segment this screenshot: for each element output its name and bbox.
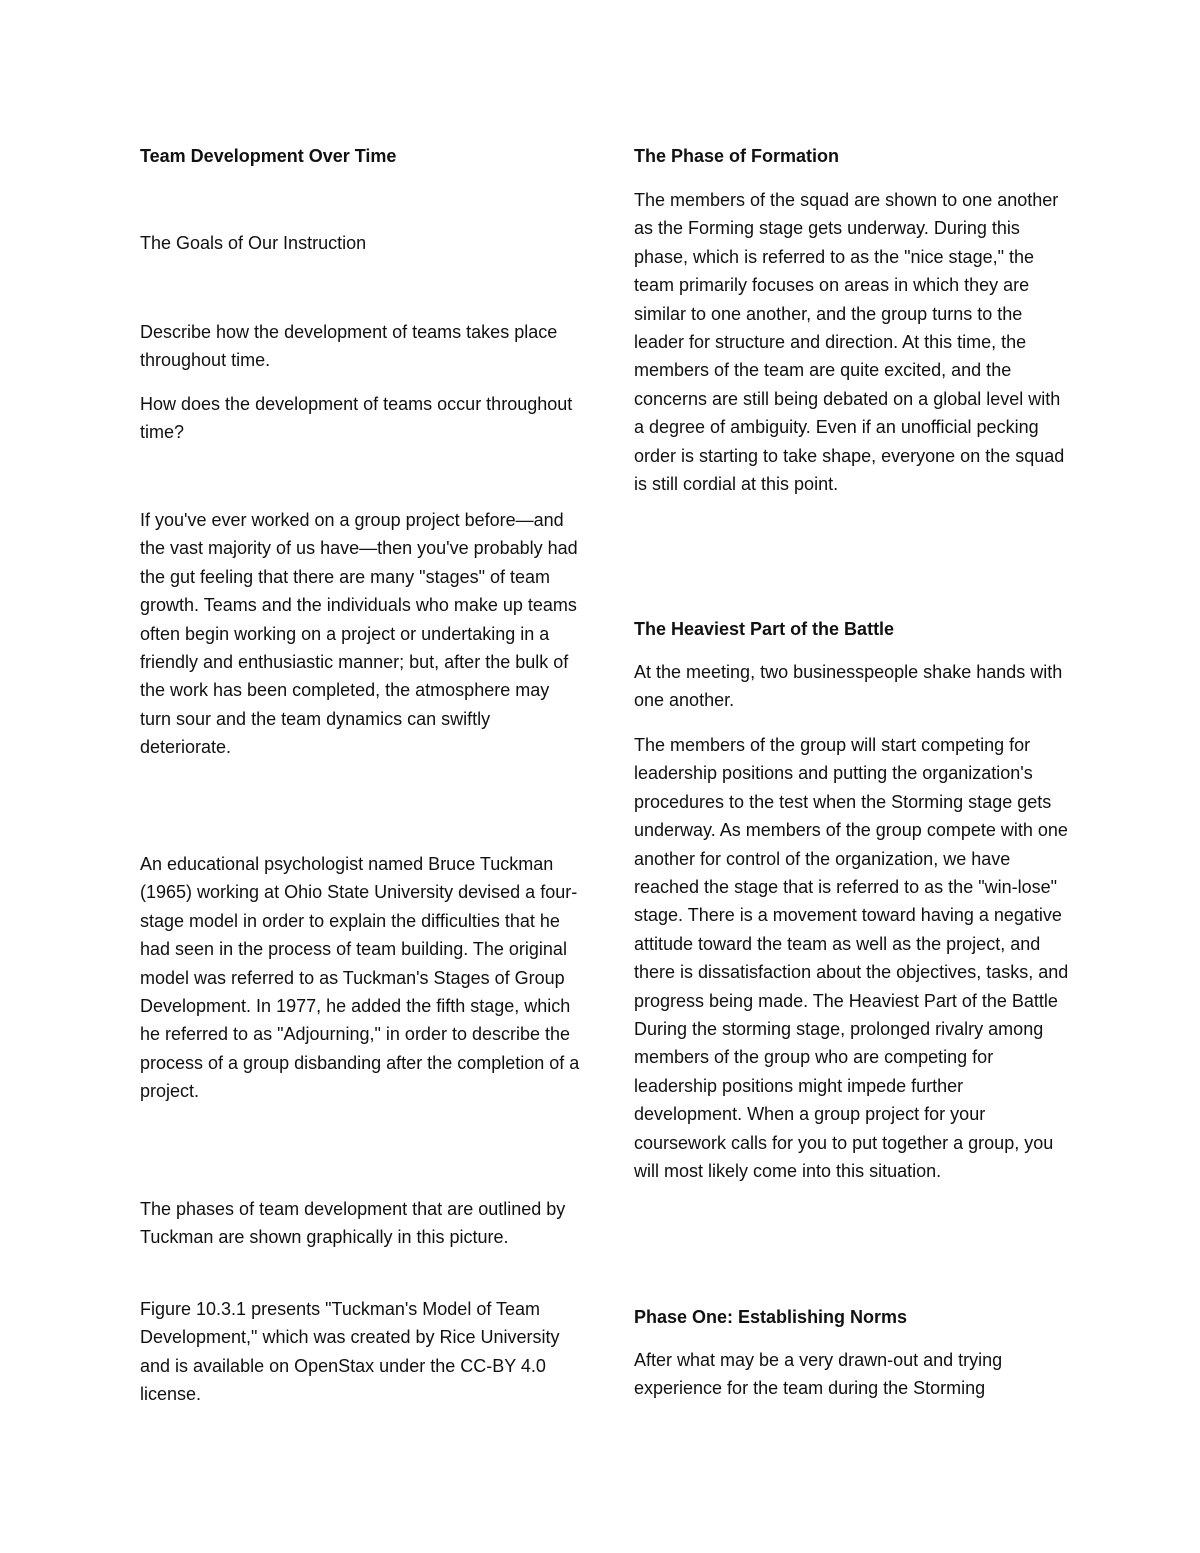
formation-paragraph: The members of the squad are shown to one another as the Forming stage gets underway. During this phase, which is referred to as the "nice stage," the team primarily focuses on areas in which they are similar to one another, and the group turns to the leader for structure and direction. At this time, the members of the team are quite excited, and the concerns are still being debated on a global level with a degree of ambiguity. Even if an unofficial pecking order is starting to take shape, everyone on the squad is still cordial at this point. <box>634 190 1065 495</box>
goals-heading: The Goals of Our Instruction <box>140 233 367 253</box>
paragraph-phases: The phases of team development that are outlined by Tuckman are shown graphically in this picture. <box>140 1199 566 1248</box>
paragraph-figure-caption: Figure 10.3.1 presents "Tuckman's Model of Team Development," which was created by Rice University and is available on OpenStax under the CC-BY 4.0 license. <box>140 1299 560 1405</box>
goal-describe: Describe how the development of teams takes place throughout time. <box>140 322 558 371</box>
paragraph-stages: If you've ever worked on a group project before—and the vast majority of us have—then you've probably had the gut feeling that there are many "stages" of team growth. Teams and the individuals who make up teams often begin working on a project or undertaking in a friendly and enthusiastic manner; but, after the bulk of the work has been completed, the atmosphere may turn sour and the team dynamics can swiftly deteriorate. <box>140 510 578 758</box>
goal-question: How does the development of teams occur throughout time? <box>140 394 573 443</box>
formation-heading: The Phase of Formation <box>634 146 840 166</box>
norms-paragraph: After what may be a very drawn-out and trying experience for the team during the Storming <box>634 1350 1003 1399</box>
battle-paragraph: The members of the group will start competing for leadership positions and putting the organization's procedures to the test when the Storming stage gets underway. As members of the group compete with one another for control of the organization, we have reached the stage that is referred to as the "win-lose" stage. There is a movement toward having a negative attitude toward the team as well as the project, and there is dissatisfaction about the objectives, tasks, and progress being made. The Heaviest Part of the Battle During the storming stage, prolonged rivalry among members of the group who are competing for leadership positions might impede further development. When a group project for your coursework calls for you to put together a group, you will most likely come into this situation. <box>634 735 1069 1182</box>
norms-heading: Phase One: Establishing Norms <box>634 1307 908 1327</box>
battle-heading: The Heaviest Part of the Battle <box>634 619 895 639</box>
paragraph-tuckman: An educational psychologist named Bruce Tuckman (1965) working at Ohio State University devised a four-stage model in order to explain the difficulties that he had seen in the process of team building. The original model was referred to as Tuckman's Stages of Group Development. In 1977, he added the fifth stage, which he referred to as "Adjourning," in order to describe the process of a group disbanding after the completion of a project. <box>140 854 580 1102</box>
document-title: Team Development Over Time <box>140 146 397 166</box>
battle-caption: At the meeting, two businesspeople shake hands with one another. <box>634 662 1063 711</box>
